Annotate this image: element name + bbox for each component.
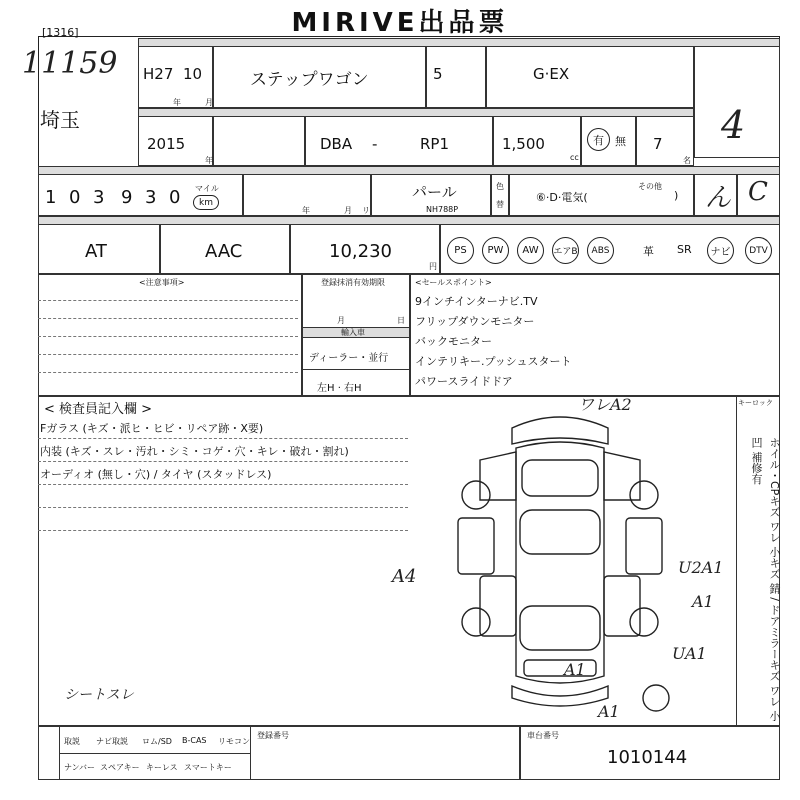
bracket-number: [1316]: [42, 26, 79, 39]
accessory-label: リモコン: [218, 737, 250, 746]
damage-code: U2A1: [678, 558, 724, 577]
left-right-handle: 左H · 右H: [317, 383, 362, 394]
model-year-unit: 年: [205, 156, 213, 165]
equip-leather: 革: [643, 245, 654, 258]
color-label-2: 替: [496, 200, 504, 209]
grade-cell: [486, 46, 694, 108]
recycle-fee: 10,230: [329, 241, 392, 262]
year-unit: 年: [173, 98, 181, 107]
sales-point: 9インチインターナビ.TV: [415, 295, 538, 308]
sales-label: <セールスポイント>: [415, 278, 492, 287]
lot-number: 11159: [22, 46, 118, 81]
frame-number-cell: [520, 726, 780, 780]
equip-abs: ABS: [587, 237, 614, 264]
model-code: RP1: [420, 135, 450, 153]
damage-code: A1: [564, 660, 586, 679]
accessory-label: B-CAS: [182, 736, 207, 745]
frame-number: 1010144: [607, 747, 688, 768]
shift-cell: [38, 224, 160, 274]
reg-valid-day: 日: [397, 316, 405, 325]
blank-cell: [213, 116, 305, 166]
seats: 7: [653, 135, 663, 153]
turbo-yes: 有: [587, 128, 610, 151]
hand-score: 4: [721, 103, 746, 147]
displacement-cell: [493, 116, 581, 166]
aircon: AAC: [205, 241, 243, 262]
model-year: 2015: [147, 135, 186, 153]
hand-interior: C: [748, 177, 768, 207]
doors-cell: [426, 46, 486, 108]
reg-number-cell: [250, 726, 520, 780]
km-label: km: [193, 195, 219, 210]
accessory-label: キーレス: [146, 763, 178, 772]
reg-date-cell: [138, 46, 213, 108]
color-label-1: 色: [496, 182, 504, 191]
footer-corner: [38, 726, 60, 780]
accessory-label: ナビ取説: [96, 737, 128, 746]
grade: G·EX: [533, 65, 570, 83]
model-code-cell: [305, 116, 493, 166]
reg-no-label: 登録番号: [257, 731, 289, 740]
car-diagram: [440, 400, 680, 720]
fuel-cell: [509, 174, 694, 216]
inspection-line: 内装 (キズ・スレ・汚れ・シミ・コゲ・穴・キレ・破れ・割れ): [40, 445, 349, 458]
equip-navi: ナビ: [707, 237, 734, 264]
model-prefix: DBA: [320, 135, 353, 153]
equipment-cell: [440, 224, 780, 274]
accessory-label: 取説: [64, 737, 80, 746]
mileage-digit: 3: [145, 187, 157, 208]
right-column-box: [736, 396, 780, 726]
inspection-line: オーディオ (無し・穴) / タイヤ (スタッドレス): [40, 468, 272, 481]
cc-unit: cc: [570, 153, 579, 162]
damage-code: A1: [598, 702, 620, 721]
turbo-no: 無: [615, 135, 626, 148]
aircon-cell: [160, 224, 290, 274]
reg-valid-month: 月: [337, 316, 345, 325]
mileage-digit: 9: [121, 187, 133, 208]
exterior-cell: [694, 174, 737, 216]
sales-point: インテリキー.プッシュスタート: [415, 355, 572, 368]
seats-cell: [636, 116, 694, 166]
accessory-label: ナンバー: [64, 763, 96, 772]
reg-valid-box: [302, 274, 410, 396]
fuel-close: ): [674, 189, 679, 202]
damage-code: A4: [392, 566, 417, 587]
accessory-label: スペアキー: [100, 763, 140, 772]
car-name-cell: [213, 46, 426, 108]
turbo-cell: [581, 116, 636, 166]
import-label: 輸入車: [341, 328, 365, 337]
reg-valid-label: 登録抹消有効期限: [321, 278, 385, 287]
mileage-digit: 3: [93, 187, 105, 208]
fuel-other: その他: [638, 182, 662, 191]
color-change-cell: [491, 174, 509, 216]
frame-no-label: 車台番号: [527, 731, 559, 740]
accessory-label: ロム/SD: [142, 737, 172, 746]
sales-point: バックモニター: [415, 335, 492, 348]
key-label: キーロック: [738, 399, 773, 407]
equip-airbag: エアB: [552, 237, 579, 264]
mileage-digit: 0: [69, 187, 81, 208]
equip-dtv: DTV: [745, 237, 772, 264]
region: 埼玉: [40, 108, 80, 132]
hand-note: シートスレ: [64, 687, 134, 703]
reg-month: 10: [183, 65, 203, 83]
fuel: ⑥·D·電気(: [536, 191, 588, 204]
notes-label: <注意事項>: [139, 278, 185, 287]
yen-unit: 円: [429, 262, 437, 271]
inspection-heading: < 検査員記入欄 >: [44, 402, 153, 417]
mile-label: マイル: [195, 184, 219, 193]
model-year-cell: [138, 116, 213, 166]
hand-exterior: ん: [705, 183, 732, 213]
sales-points-box: [410, 274, 780, 396]
color-code: NH788P: [426, 205, 459, 214]
score-cell: [694, 46, 780, 158]
month-unit-2: 月: [344, 206, 352, 215]
equip-aw: AW: [517, 237, 544, 264]
color: パール: [412, 183, 457, 201]
mileage-digit: 1: [45, 187, 57, 208]
inspection-date-cell: [243, 174, 371, 216]
mileage-cell: [38, 174, 243, 216]
reg-year: H27: [143, 65, 174, 83]
month-unit: 月: [205, 98, 213, 107]
sales-point: フリップダウンモニター: [415, 315, 535, 328]
equip-ps: PS: [447, 237, 474, 264]
footer-accessories: [60, 726, 250, 780]
year-unit-2: 年: [302, 206, 310, 215]
right-notes: ホイル・CPキズ ワレ 小キズ 錆 / ドアミラーキズ ワレ 小凹 補修有: [750, 437, 781, 722]
model-dash: -: [372, 135, 378, 153]
color-cell: [371, 174, 491, 216]
notes-box: [38, 274, 302, 396]
sales-point: パワースライドドア: [415, 375, 513, 388]
damage-code: A1: [692, 592, 714, 611]
shift: AT: [85, 241, 107, 262]
dealer-parallel: ディーラー・並行: [309, 353, 389, 364]
equip-pw: PW: [482, 237, 509, 264]
mileage-digit: 0: [169, 187, 181, 208]
damage-code: ワレA2: [578, 395, 632, 414]
accessory-label: スマートキー: [184, 763, 232, 772]
interior-cell: [737, 174, 780, 216]
inspection-line: Fガラス (キズ・派ヒ・ヒビ・リペア跡・X要): [40, 422, 264, 435]
car-name: ステップワゴン: [250, 70, 369, 90]
page-title: MIRIVE出品票: [291, 8, 509, 38]
doors: 5: [433, 65, 443, 83]
equip-sunroof: SR: [677, 243, 692, 256]
damage-code: UA1: [672, 644, 707, 663]
displacement: 1,500: [502, 135, 545, 153]
seat-unit: 名: [683, 156, 691, 165]
recycle-paren: リ: [362, 206, 370, 215]
recycle-cell: [290, 224, 440, 274]
